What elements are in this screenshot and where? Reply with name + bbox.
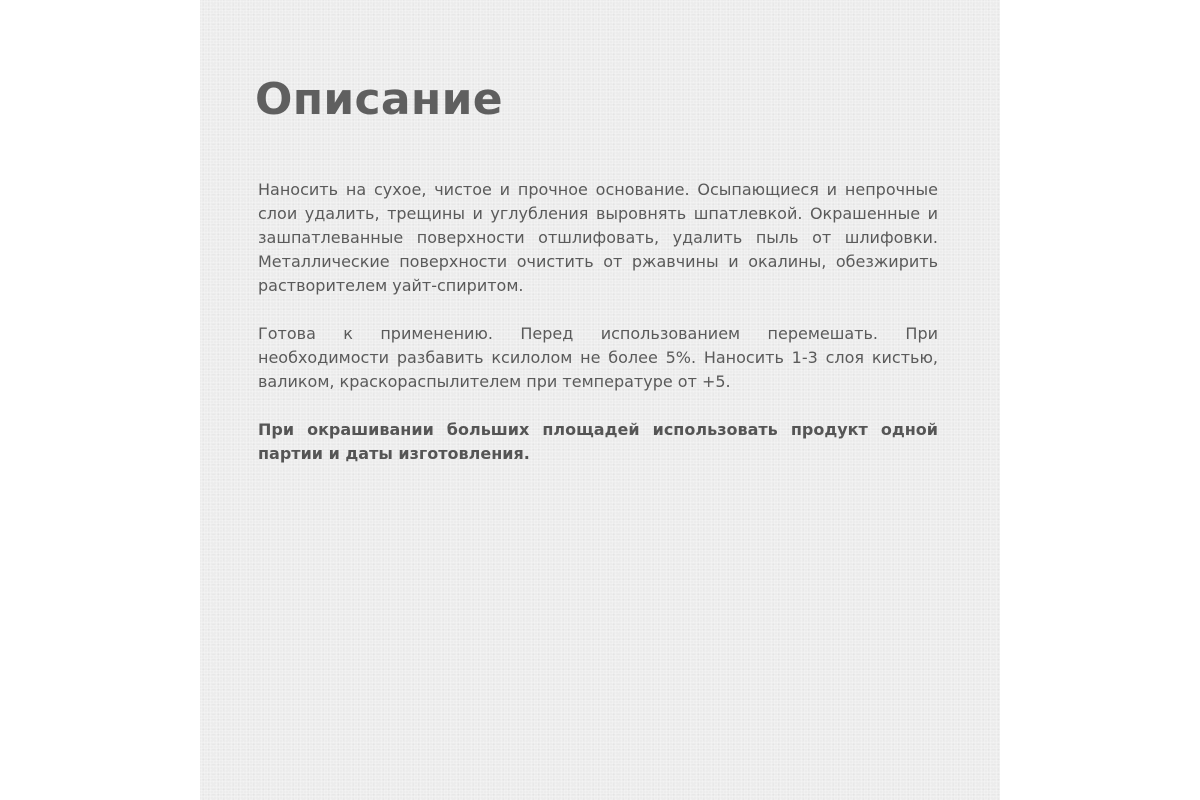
- description-body: [258, 178, 938, 490]
- application-paragraph: Готова к применению. Перед использованием перемешать. При необходимости разбавить ксилолом не более 5%. Наносить 1-3 слоя кистью, валиком, краскораспылителем при температуре от +5.: [258, 324, 938, 391]
- batch-note-paragraph: При окрашивании больших площадей использовать продукт одной партии и даты изготовления.: [258, 420, 938, 463]
- page-title: Описание: [255, 74, 503, 125]
- description-card: [200, 0, 1000, 800]
- preparation-paragraph: Наносить на сухое, чистое и прочное основание. Осыпающиеся и непрочные слои удалить, трещины и углубления выровнять шпатлевкой. Окрашенные и зашпатлеванные поверхности отшлифовать, удалить пыль от шлифовки. Металлические поверхности очистить от ржавчины и окалины, обезжирить растворителем уайт-спиритом.: [258, 180, 938, 295]
